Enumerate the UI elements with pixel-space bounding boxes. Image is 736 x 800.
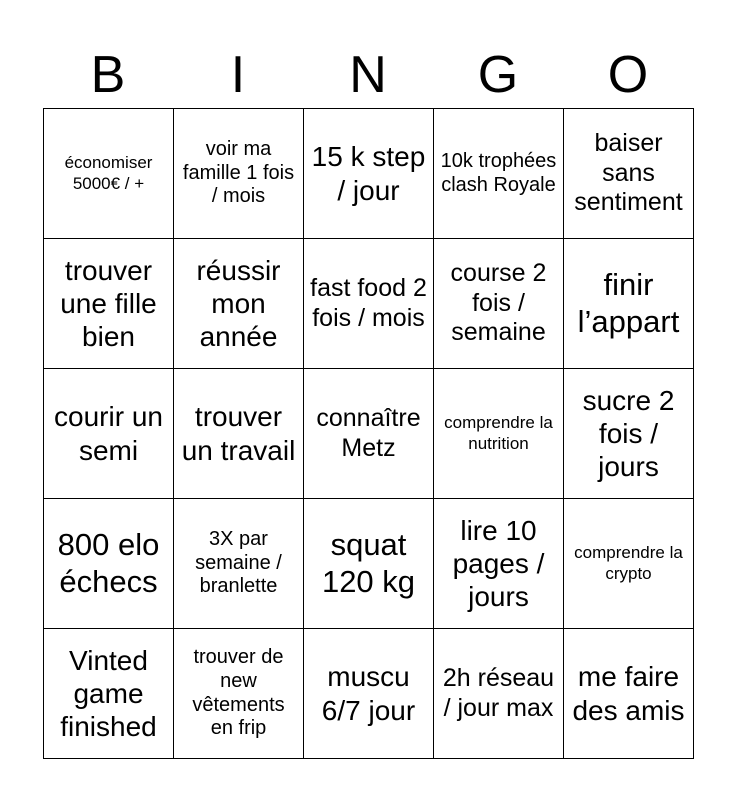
bingo-cell[interactable]: squat 120 kg	[304, 499, 434, 629]
bingo-cell[interactable]: réussir mon année	[174, 239, 304, 369]
header-letter-i: I	[230, 46, 246, 104]
bingo-cell[interactable]: muscu 6/7 jour	[304, 629, 434, 759]
bingo-cell[interactable]: sucre 2 fois / jours	[564, 369, 694, 499]
bingo-cell[interactable]: trouver une fille bien	[44, 239, 174, 369]
bingo-header	[43, 42, 693, 108]
bingo-cell[interactable]: voir ma famille 1 fois / mois	[174, 109, 304, 239]
bingo-cell[interactable]: 10k trophées clash Royale	[434, 109, 564, 239]
header-letter-b: B	[90, 46, 126, 104]
bingo-cell[interactable]: courir un semi	[44, 369, 174, 499]
bingo-cell[interactable]: trouver de new vêtements en frip	[174, 629, 304, 759]
bingo-cell[interactable]: fast food 2 fois / mois	[304, 239, 434, 369]
bingo-cell[interactable]: 15 k step / jour	[304, 109, 434, 239]
bingo-cell[interactable]: Vinted game finished	[44, 629, 174, 759]
bingo-cell[interactable]: connaître Metz	[304, 369, 434, 499]
bingo-cell[interactable]: finir l’appart	[564, 239, 694, 369]
header-letter-n: N	[349, 46, 387, 104]
header-letter-g: G	[477, 46, 519, 104]
bingo-cell[interactable]: 3X par semaine / branlette	[174, 499, 304, 629]
bingo-cell[interactable]: économiser 5000€ / +	[44, 109, 174, 239]
bingo-cell[interactable]: me faire des amis	[564, 629, 694, 759]
bingo-cell[interactable]: comprendre la nutrition	[434, 369, 564, 499]
grid-row	[44, 109, 694, 239]
grid-row	[44, 239, 694, 369]
header-letter-o: O	[607, 46, 649, 104]
grid-row	[44, 499, 694, 629]
grid-row	[44, 369, 694, 499]
bingo-grid	[43, 108, 694, 759]
bingo-cell[interactable]: comprendre la crypto	[564, 499, 694, 629]
grid-row	[44, 629, 694, 759]
bingo-cell[interactable]: course 2 fois / semaine	[434, 239, 564, 369]
bingo-cell[interactable]: 800 elo échecs	[44, 499, 174, 629]
bingo-cell[interactable]: trouver un travail	[174, 369, 304, 499]
bingo-cell[interactable]: baiser sans sentiment	[564, 109, 694, 239]
bingo-cell[interactable]: 2h réseau / jour max	[434, 629, 564, 759]
bingo-cell[interactable]: lire 10 pages / jours	[434, 499, 564, 629]
